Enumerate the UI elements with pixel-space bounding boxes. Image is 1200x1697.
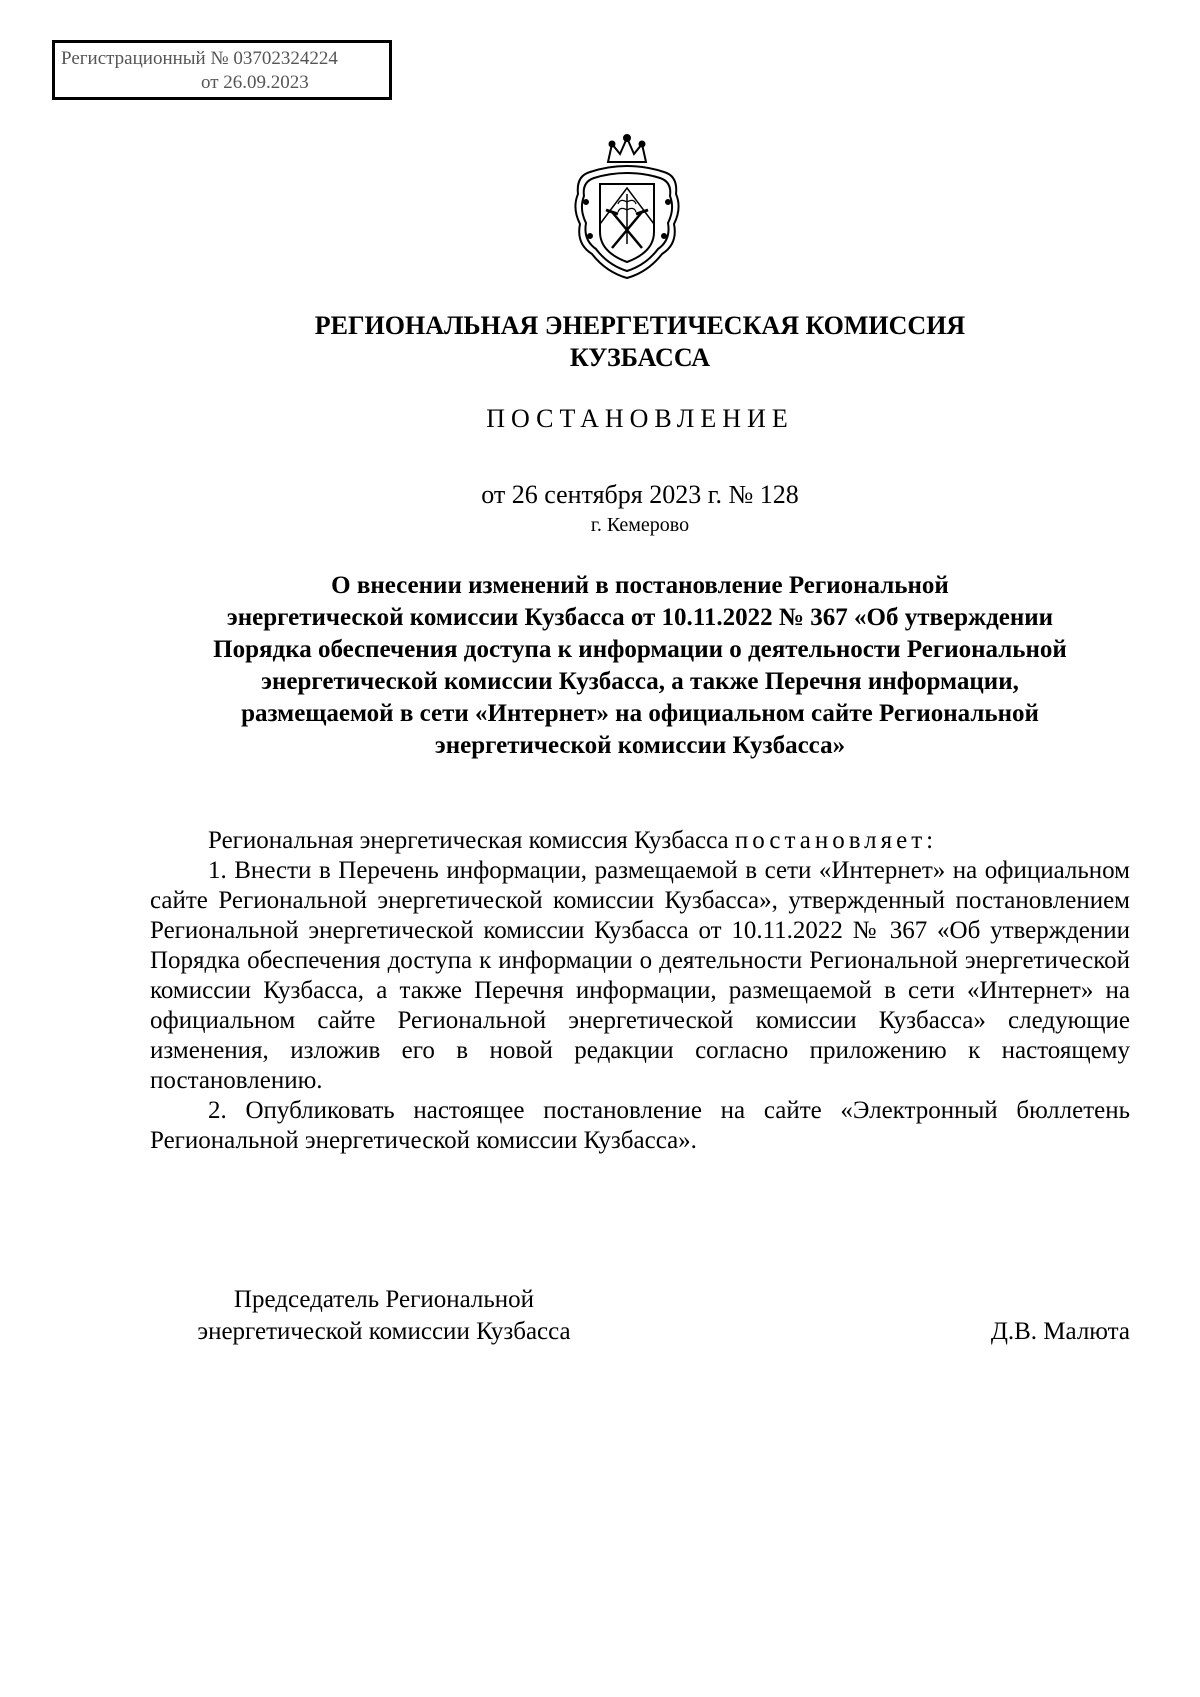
- item-2-paragraph: 2. Опубликовать настоящее постановление на сайте «Электронный бюллетень Региональной энергетической комиссии Кузбасса».: [150, 1097, 1130, 1154]
- item-1-paragraph: 1. Внести в Перечень информации, размещаемой в сети «Интернет» на официальном сайте Региональной энергетической комиссии Кузбасса», утвержденный постановлением Региональной энергетической комиссии Кузбасса от 10.11.2022 № 367 «Об утверждении Порядка обеспечения доступа к информации о деятельности Региональной энергетической комиссии Кузбасса, а также Перечня информации, размещаемой в сети «Интернет» на официальном сайте Региональной энергетической комиссии Кузбасса» следующие изменения, изложив его в новой редакции согласно приложению к настоящему постановлению.: [150, 857, 1130, 1094]
- subject-line: размещаемой в сети «Интернет» на официальном сайте Региональной: [241, 700, 1039, 727]
- preamble-verb: постановляет:: [734, 827, 938, 854]
- authority-name: [0, 310, 1200, 374]
- document-city: г. Кемерово: [590, 514, 690, 536]
- document-date-number: от 26 сентября 2023 г. № 128: [481, 480, 799, 509]
- preamble-paragraph: [150, 826, 1130, 856]
- registration-stamp: [52, 40, 392, 100]
- subject-line: Порядка обеспечения доступа к информации о деятельности Региональной: [213, 636, 1067, 663]
- subject-line: О внесении изменений в постановление Региональной: [331, 572, 949, 599]
- signatory-title: [174, 1284, 594, 1348]
- signatory-title-line-2: энергетической комиссии Кузбасса: [197, 1318, 571, 1345]
- registration-number: Регистрационный № 03702324224: [61, 48, 338, 69]
- signatory-name: Д.В. Малюта: [990, 1318, 1130, 1345]
- document-body: [150, 826, 1130, 1156]
- kuzbass-coat-of-arms-icon: [568, 132, 686, 282]
- document-subject: [150, 570, 1130, 762]
- preamble-text: Региональная энергетическая комиссия Кузбасса: [208, 827, 729, 854]
- authority-line-2: КУЗБАССА: [569, 343, 711, 372]
- authority-line-1: РЕГИОНАЛЬНАЯ ЭНЕРГЕТИЧЕСКАЯ КОМИССИЯ: [314, 311, 966, 340]
- document-type: ПОСТАНОВЛЕНИЕ: [486, 404, 794, 433]
- registration-date: от 26.09.2023: [201, 72, 309, 93]
- subject-line: энергетической комиссии Кузбасса, а также Перечня информации,: [261, 668, 1019, 695]
- subject-line: энергетической комиссии Кузбасса от 10.11.2022 № 367 «Об утверждении: [226, 604, 1054, 631]
- subject-line: энергетической комиссии Кузбасса»: [434, 732, 846, 759]
- signatory-title-line-1: Председатель Региональной: [233, 1286, 535, 1313]
